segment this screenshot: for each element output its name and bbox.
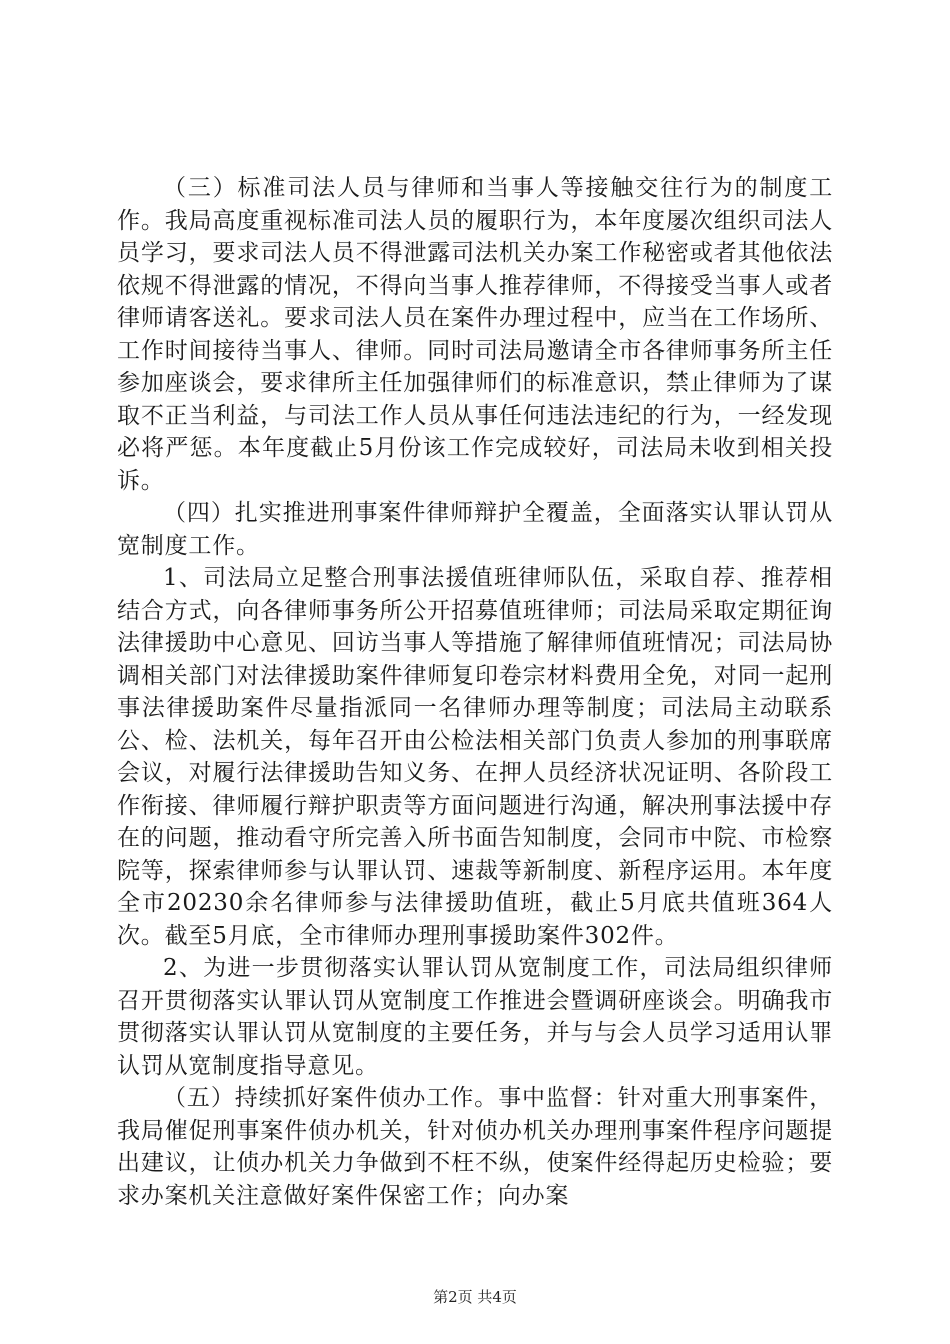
paragraph-section-5: （五）持续抓好案件侦办工作。事中监督：针对重大刑事案件，我局催促刑事案件侦办机关，针对侦办机关办理刑事案件程序问题提出建议，让侦办机关力争做到不枉不纵，使案件经得起历史检验；要求办案机关注意做好案件保密工作；向办案 — [117, 1085, 833, 1209]
paragraph-item-2: 2、为进一步贯彻落实认罪认罚从宽制度工作，司法局组织律师召开贯彻落实认罪认罚从宽制度工作推进会暨调研座谈会。明确我市贯彻落实认罪认罚从宽制度的主要任务，并与与会人员学习适用认罪认罚从宽制度指导意见。 — [117, 955, 833, 1079]
paragraph-item-1: 1、司法局立足整合刑事法援值班律师队伍，采取自荐、推荐相结合方式，向各律师事务所公开招募值班律师；司法局采取定期征询法律援助中心意见、回访当事人等措施了解律师值班情况；司法局协调相关部门对法律援助案件律师复印卷宗材料费用全免，对同一起刑事法律援助案件尽量指派同一名律师办理等制度；司法局主动联系公、检、法机关，每年召开由公检法相关部门负责人参加的刑事联席会议，对履行法律援助告知义务、在押人员经济状况证明、各阶段工作衔接、律师履行辩护职责等方面问题进行沟通，解决刑事法援中存在的问题，推动看守所完善入所书面告知制度，会同市中院、市检察院等，探索律师参与认罪认罚、速裁等新制度、新程序运用。本年度全市20230余名律师参与法律援助值班，截止5月底共值班364人次。截至5月底，全市律师办理刑事援助案件302件。 — [117, 565, 833, 949]
document-body — [117, 172, 833, 1212]
page-number-footer: 第2页 共4页 — [433, 1288, 517, 1306]
paragraph-section-3: （三）标准司法人员与律师和当事人等接触交往行为的制度工作。我局高度重视标准司法人员的履职行为，本年度屡次组织司法人员学习，要求司法人员不得泄露司法机关办案工作秘密或者其他依法依规不得泄露的情况，不得向当事人推荐律师，不得接受当事人或者律师请客送礼。要求司法人员在案件办理过程中，应当在工作场所、工作时间接待当事人、律师。同时司法局邀请全市各律师事务所主任参加座谈会，要求律所主任加强律师们的标准意识，禁止律师为了谋取不正当利益，与司法工作人员从事任何违法违纪的行为，一经发现必将严惩。本年度截止5月份该工作完成较好，司法局未收到相关投诉。 — [117, 175, 833, 494]
paragraph-section-4-heading: （四）扎实推进刑事案件律师辩护全覆盖，全面落实认罪认罚从宽制度工作。 — [117, 500, 833, 559]
